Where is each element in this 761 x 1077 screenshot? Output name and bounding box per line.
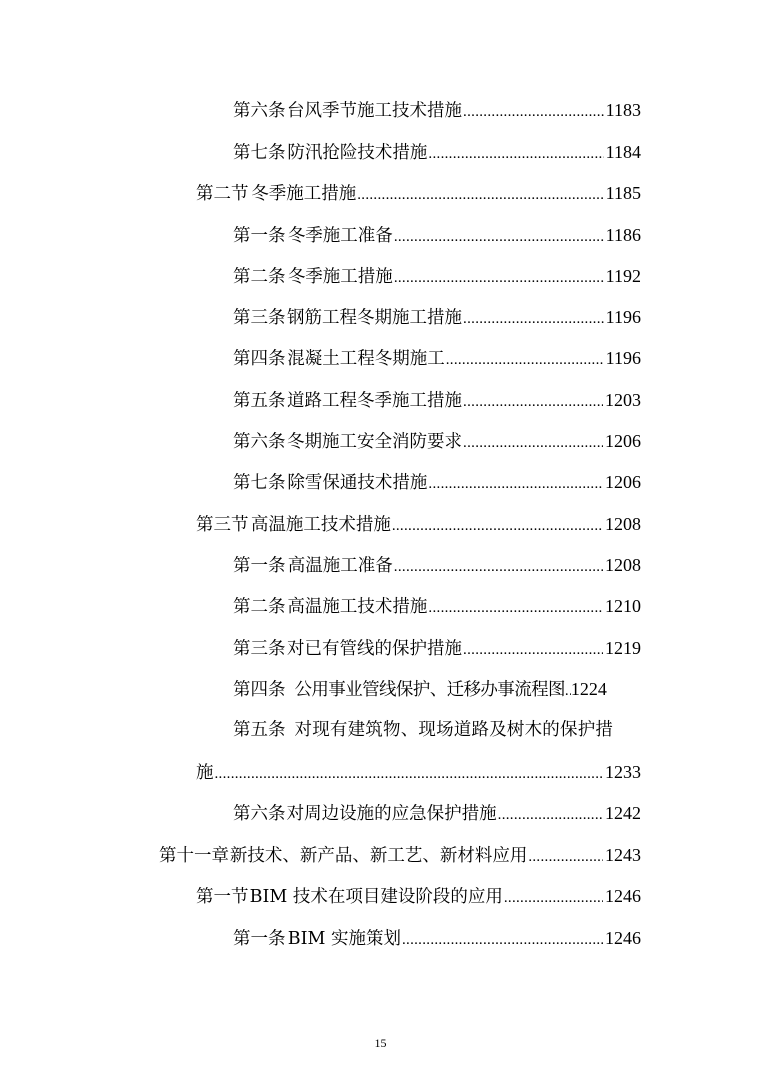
toc-entry-title: 高温施工技术措施 bbox=[250, 515, 391, 535]
toc-entry-title: 台风季节施工技术措施 bbox=[287, 101, 463, 121]
toc-entry-title: 钢筋工程冬期施工措施 bbox=[287, 308, 463, 328]
toc-entry-continuation[interactable] bbox=[196, 758, 641, 786]
toc-entry-label: 第一条 bbox=[233, 556, 286, 576]
toc-entry[interactable] bbox=[196, 179, 641, 207]
toc-entry-page: 1183 bbox=[605, 100, 641, 120]
toc-leader-dots bbox=[463, 636, 603, 664]
toc-entry[interactable] bbox=[233, 262, 641, 290]
toc-entry[interactable] bbox=[233, 675, 641, 703]
toc-entry-title: 新技术、新产品、新工艺、新材料应用 bbox=[229, 846, 528, 866]
toc-leader-dots bbox=[394, 264, 604, 292]
toc-entry[interactable] bbox=[233, 468, 641, 496]
toc-leader-dots bbox=[392, 512, 603, 540]
toc-entry[interactable] bbox=[233, 96, 641, 124]
toc-entry-label: 第六条 bbox=[233, 804, 286, 824]
toc-entry-label: 第四条 bbox=[233, 349, 286, 369]
toc-entry-label: 第一条 bbox=[233, 226, 286, 246]
toc-entry-label: 第六条 bbox=[233, 101, 286, 121]
toc-entry-page: 1186 bbox=[605, 225, 641, 245]
toc-entry-title-continuation: 施 bbox=[196, 763, 214, 783]
toc-entry-page: 1246 bbox=[605, 886, 641, 906]
toc-entry-title: 除雪保通技术措施 bbox=[287, 473, 428, 493]
toc-leader-dots bbox=[528, 843, 603, 871]
toc-leader-dots bbox=[215, 760, 604, 788]
toc-leader-dots bbox=[394, 553, 603, 581]
toc-entry-page: 1208 bbox=[605, 514, 641, 534]
toc-entry[interactable] bbox=[233, 799, 641, 827]
toc-entry-title: 道路工程冬季施工措施 bbox=[287, 391, 463, 411]
toc-entry[interactable] bbox=[233, 427, 641, 455]
toc-entry[interactable] bbox=[233, 386, 641, 414]
toc-entry-label: 第十一章 bbox=[159, 846, 229, 866]
toc-entry-page: 1185 bbox=[605, 183, 641, 203]
toc-entry-label: 第二条 bbox=[233, 267, 286, 287]
toc-leader-dots bbox=[428, 470, 603, 498]
toc-entry-title: 对周边设施的应急保护措施 bbox=[286, 804, 497, 824]
toc-entry[interactable] bbox=[233, 138, 641, 166]
toc-entry-page: 1243 bbox=[605, 845, 641, 865]
toc-entry-label: 第四条 bbox=[233, 680, 286, 700]
toc-entry[interactable] bbox=[196, 882, 641, 910]
toc-entry-page: 1224 bbox=[570, 679, 607, 699]
toc-entry-page: 1206 bbox=[605, 431, 641, 451]
toc-entry-title: 冬季施工措施 bbox=[287, 267, 393, 287]
toc-entry-page: 1203 bbox=[605, 390, 641, 410]
toc-entry-page: 1210 bbox=[605, 596, 641, 616]
toc-entry-title: 冬季施工准备 bbox=[287, 226, 393, 246]
toc-leader-dots bbox=[357, 181, 603, 209]
toc-entry-label: 第七条 bbox=[233, 143, 286, 163]
toc-entry-label: 第三条 bbox=[233, 639, 286, 659]
toc-leader-dots bbox=[463, 305, 604, 333]
toc-entry-label: 第一节 bbox=[196, 887, 249, 907]
toc-leader-dots bbox=[394, 223, 604, 251]
toc-entry[interactable] bbox=[159, 841, 641, 869]
toc-entry-label: 第五条 bbox=[233, 720, 286, 740]
toc-entry-page: 1246 bbox=[605, 928, 641, 948]
toc-entry[interactable] bbox=[233, 551, 641, 579]
toc-entry[interactable] bbox=[233, 344, 641, 372]
toc-entry-page: 1233 bbox=[605, 762, 641, 782]
toc-leader-dots bbox=[402, 926, 603, 954]
toc-entry-title: 高温施工准备 bbox=[287, 556, 393, 576]
toc-entry-page: 1192 bbox=[605, 266, 641, 286]
toc-entry-label: 第五条 bbox=[233, 391, 286, 411]
toc-entry-title: 混凝土工程冬期施工 bbox=[287, 349, 445, 369]
toc-entry-page: 1219 bbox=[605, 638, 641, 658]
toc-entry-title: 高温施工技术措施 bbox=[287, 597, 428, 617]
toc-entry-title: 对已有管线的保护措施 bbox=[287, 639, 463, 659]
toc-entry-title: 冬期施工安全消防要求 bbox=[287, 432, 463, 452]
toc-entry-label: 第一条 bbox=[233, 929, 286, 949]
toc-leader-dots bbox=[463, 98, 604, 126]
toc-entry-page: 1196 bbox=[605, 348, 641, 368]
toc-leader-dots bbox=[428, 140, 603, 168]
toc-leader-dots bbox=[498, 801, 603, 829]
toc-leader-dots bbox=[428, 594, 603, 622]
toc-entry-label: 第三条 bbox=[233, 308, 286, 328]
toc-entry-title: BIM 技术在项目建设阶段的应用 bbox=[249, 887, 503, 907]
toc-leader-dots bbox=[446, 346, 604, 374]
toc-entry-title: 公用事业管线保护、迁移办事流程图 bbox=[294, 680, 565, 700]
toc-entry[interactable] bbox=[196, 510, 641, 538]
toc-entry[interactable] bbox=[233, 592, 641, 620]
toc-entry-page: 1242 bbox=[605, 803, 641, 823]
toc-entry-title: 冬季施工措施 bbox=[251, 184, 357, 204]
toc-leader-dots bbox=[463, 429, 603, 457]
toc-entry[interactable] bbox=[233, 924, 641, 952]
toc-entry[interactable] bbox=[233, 716, 641, 744]
toc-entry-page: 1206 bbox=[605, 472, 641, 492]
toc-entry[interactable] bbox=[233, 303, 641, 331]
toc-entry-label: 第六条 bbox=[233, 432, 286, 452]
toc-entry-page: 1196 bbox=[605, 307, 641, 327]
toc-entry-page: 1208 bbox=[605, 555, 641, 575]
toc-entry-title: 防汛抢险技术措施 bbox=[287, 143, 428, 163]
toc-entry-label: 第三节 bbox=[196, 515, 249, 535]
toc-leader-dots bbox=[463, 388, 603, 416]
toc-entry[interactable] bbox=[233, 221, 641, 249]
page-number: 15 bbox=[374, 1036, 387, 1050]
toc-entry-label: 第二条 bbox=[233, 597, 286, 617]
toc-entry-title: 对现有建筑物、现场道路及树木的保护措 bbox=[294, 720, 614, 740]
toc-entry-title: BIM 实施策划 bbox=[287, 929, 401, 949]
toc-entry-label: 第七条 bbox=[233, 473, 286, 493]
toc-leader-dots bbox=[504, 884, 603, 912]
toc-entry-label: 第二节 bbox=[196, 184, 249, 204]
toc-entry-page: 1184 bbox=[605, 142, 641, 162]
toc-entry[interactable] bbox=[233, 634, 641, 662]
